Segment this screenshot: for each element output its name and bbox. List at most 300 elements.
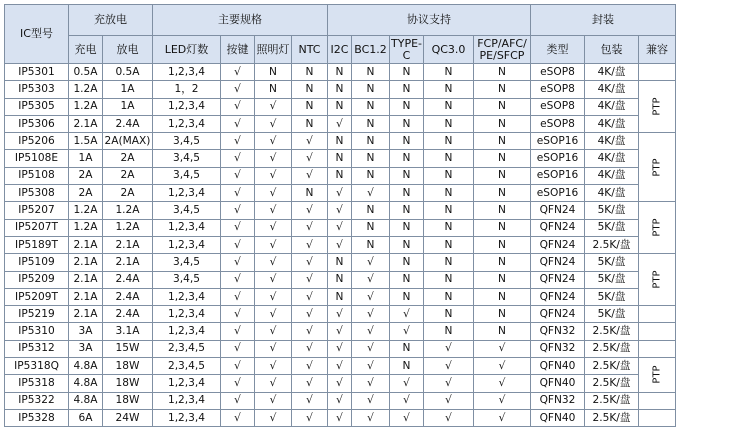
table-cell: √	[390, 375, 424, 392]
table-cell: 2A	[69, 167, 103, 184]
table-cell: 18W	[103, 375, 153, 392]
compat-empty-cell	[639, 409, 676, 426]
table-cell: √	[474, 409, 531, 426]
table-cell: 5K/盘	[585, 254, 639, 271]
ic-model-cell: IP5306	[5, 115, 69, 132]
table-cell: √	[390, 306, 424, 323]
table-cell: √	[328, 236, 352, 253]
table-cell: √	[328, 358, 352, 375]
table-cell: N	[390, 288, 424, 305]
ic-model-cell: IP5209	[5, 271, 69, 288]
table-cell: eSOP8	[531, 98, 585, 115]
table-cell: N	[424, 254, 474, 271]
table-cell: 2.5K/盘	[585, 409, 639, 426]
table-cell: N	[474, 202, 531, 219]
table-cell: √	[221, 81, 255, 98]
table-cell: √	[292, 167, 328, 184]
table-cell: N	[292, 115, 328, 132]
table-cell: 2A(MAX)	[103, 133, 153, 150]
table-cell: √	[255, 392, 292, 409]
table-cell: √	[221, 375, 255, 392]
compat-ptp-cell	[639, 358, 676, 393]
compat-ptp-cell	[639, 202, 676, 254]
ic-model-cell: IP5207	[5, 202, 69, 219]
table-cell: N	[352, 133, 390, 150]
table-cell: N	[474, 81, 531, 98]
ic-model-cell: IP5108	[5, 167, 69, 184]
compat-empty-cell	[639, 323, 676, 340]
table-cell: N	[390, 150, 424, 167]
compat-ptp-label: PTP	[651, 365, 663, 384]
table-cell: √	[221, 236, 255, 253]
header-group-package: 封装	[531, 5, 676, 36]
table-cell: N	[424, 150, 474, 167]
table-cell: 3A	[69, 323, 103, 340]
table-cell: 2,3,4,5	[153, 340, 221, 357]
table-row	[5, 185, 676, 202]
table-cell: 2.4A	[103, 115, 153, 132]
table-row	[5, 115, 676, 132]
table-cell: 1.5A	[69, 133, 103, 150]
table-cell: N	[352, 167, 390, 184]
table-cell: QFN24	[531, 219, 585, 236]
table-cell: 5K/盘	[585, 219, 639, 236]
table-cell: 3A	[69, 340, 103, 357]
table-cell: eSOP8	[531, 64, 585, 81]
table-cell: 3,4,5	[153, 133, 221, 150]
table-cell: 3,4,5	[153, 150, 221, 167]
table-cell: √	[352, 185, 390, 202]
table-cell: N	[352, 98, 390, 115]
table-cell: 1,2,3,4	[153, 115, 221, 132]
table-cell: N	[328, 64, 352, 81]
table-row	[5, 306, 676, 323]
table-cell: √	[255, 271, 292, 288]
table-cell: N	[390, 219, 424, 236]
table-cell: N	[390, 133, 424, 150]
header-light: 照明灯	[255, 36, 292, 64]
table-row	[5, 167, 676, 184]
ic-model-cell: IP5108E	[5, 150, 69, 167]
table-cell: 0.5A	[103, 64, 153, 81]
table-cell: N	[474, 323, 531, 340]
compat-empty-cell	[639, 392, 676, 409]
table-cell: √	[255, 340, 292, 357]
table-cell: √	[292, 306, 328, 323]
table-cell: QFN24	[531, 202, 585, 219]
header-compat: 兼容	[639, 36, 676, 64]
table-cell: eSOP16	[531, 133, 585, 150]
table-cell: 2.1A	[69, 236, 103, 253]
table-cell: 24W	[103, 409, 153, 426]
table-cell: 1,2,3,4	[153, 392, 221, 409]
table-cell: 4K/盘	[585, 98, 639, 115]
table-cell: 4K/盘	[585, 185, 639, 202]
table-cell: √	[352, 271, 390, 288]
header-typec: TYPE- C	[391, 36, 422, 62]
table-row	[5, 340, 676, 357]
ic-model-cell: IP5303	[5, 81, 69, 98]
header-group-main-specs: 主要规格	[153, 5, 328, 36]
table-cell: √	[352, 288, 390, 305]
table-cell: 1,2,3,4	[153, 409, 221, 426]
table-cell: N	[474, 64, 531, 81]
table-cell: N	[474, 115, 531, 132]
table-row	[5, 64, 676, 81]
table-cell: √	[221, 167, 255, 184]
table-cell: √	[255, 375, 292, 392]
table-cell: √	[328, 409, 352, 426]
table-cell: 0.5A	[69, 64, 103, 81]
ic-model-cell: IP5318	[5, 375, 69, 392]
table-cell: eSOP8	[531, 81, 585, 98]
table-cell: √	[292, 202, 328, 219]
table-cell: 1，2	[153, 81, 221, 98]
header-discharge: 放电	[103, 36, 153, 64]
table-cell: 1,2,3,4	[153, 323, 221, 340]
table-cell: √	[352, 409, 390, 426]
table-cell: 2A	[103, 150, 153, 167]
table-cell: eSOP16	[531, 167, 585, 184]
header-qc30: QC3.0	[424, 36, 474, 64]
table-cell: √	[255, 167, 292, 184]
table-cell: 2.1A	[69, 115, 103, 132]
table-cell: N	[424, 202, 474, 219]
table-cell: 2.4A	[103, 271, 153, 288]
table-cell: 1,2,3,4	[153, 98, 221, 115]
table-cell: √	[255, 133, 292, 150]
table-cell: √	[221, 409, 255, 426]
table-cell: √	[221, 150, 255, 167]
table-cell: N	[474, 306, 531, 323]
table-row	[5, 358, 676, 375]
table-cell: √	[292, 375, 328, 392]
ic-model-cell: IP5305	[5, 98, 69, 115]
table-cell: √	[328, 392, 352, 409]
table-cell: N	[424, 219, 474, 236]
table-cell: N	[424, 98, 474, 115]
table-cell: √	[292, 340, 328, 357]
table-cell: 1,2,3,4	[153, 375, 221, 392]
table-cell: QFN32	[531, 323, 585, 340]
table-cell: 1A	[103, 81, 153, 98]
compat-ptp-cell	[639, 81, 676, 133]
table-cell: √	[292, 288, 328, 305]
table-cell: √	[221, 358, 255, 375]
compat-ptp-cell	[639, 133, 676, 202]
ic-model-cell: IP5308	[5, 185, 69, 202]
header-packing: 包装	[585, 36, 639, 64]
table-cell: 3.1A	[103, 323, 153, 340]
table-cell: √	[221, 254, 255, 271]
table-cell: √	[328, 185, 352, 202]
table-cell: QFN32	[531, 340, 585, 357]
table-cell: eSOP16	[531, 185, 585, 202]
table-cell: N	[328, 150, 352, 167]
table-cell: √	[221, 64, 255, 81]
table-cell: √	[221, 185, 255, 202]
header-group-charge-discharge: 充放电	[69, 5, 153, 36]
table-cell: N	[474, 185, 531, 202]
table-cell: √	[292, 219, 328, 236]
table-cell: N	[390, 81, 424, 98]
table-cell: N	[424, 288, 474, 305]
table-cell: N	[390, 358, 424, 375]
table-row	[5, 133, 676, 150]
table-cell: QFN24	[531, 236, 585, 253]
table-cell: N	[474, 133, 531, 150]
table-cell: 2A	[69, 185, 103, 202]
table-cell: √	[328, 202, 352, 219]
table-cell: N	[352, 236, 390, 253]
table-row	[5, 98, 676, 115]
table-cell: √	[255, 202, 292, 219]
table-cell: QFN40	[531, 375, 585, 392]
ic-model-cell: IP5318Q	[5, 358, 69, 375]
table-row	[5, 409, 676, 426]
ic-model-cell: IP5322	[5, 392, 69, 409]
table-cell: √	[424, 375, 474, 392]
table-cell: √	[352, 340, 390, 357]
table-cell: 4K/盘	[585, 167, 639, 184]
compat-ptp-label: PTP	[651, 218, 663, 237]
table-cell: N	[292, 185, 328, 202]
table-cell: N	[424, 115, 474, 132]
ic-model-cell: IP5328	[5, 409, 69, 426]
table-cell: √	[328, 375, 352, 392]
table-cell: √	[255, 409, 292, 426]
table-cell: 4K/盘	[585, 81, 639, 98]
table-cell: N	[424, 323, 474, 340]
compat-ptp-label: PTP	[651, 158, 663, 177]
table-cell: N	[390, 254, 424, 271]
table-cell: N	[255, 81, 292, 98]
table-cell: 2,3,4,5	[153, 358, 221, 375]
table-cell: N	[474, 236, 531, 253]
table-cell: √	[292, 254, 328, 271]
table-cell: N	[390, 236, 424, 253]
ic-model-cell: IP5301	[5, 64, 69, 81]
table-cell: N	[328, 167, 352, 184]
table-cell: √	[292, 150, 328, 167]
table-cell: √	[292, 133, 328, 150]
table-cell: √	[221, 271, 255, 288]
ic-model-cell: IP5207T	[5, 219, 69, 236]
table-cell: N	[328, 133, 352, 150]
header-ic-model: IC型号	[5, 5, 69, 64]
table-cell: 3,4,5	[153, 202, 221, 219]
table-cell: √	[390, 409, 424, 426]
table-cell: √	[352, 358, 390, 375]
header-fcp: FCP/AFC/ PE/SFCP	[474, 36, 531, 64]
table-cell: 1.2A	[103, 202, 153, 219]
table-cell: 1.2A	[69, 202, 103, 219]
table-row	[5, 236, 676, 253]
table-cell: 1,2,3,4	[153, 306, 221, 323]
table-cell: √	[221, 219, 255, 236]
table-row	[5, 81, 676, 98]
table-cell: N	[390, 98, 424, 115]
table-cell: √	[352, 323, 390, 340]
table-cell: 1.2A	[69, 98, 103, 115]
table-cell: √	[292, 271, 328, 288]
table-cell: √	[221, 340, 255, 357]
table-cell: 2.1A	[69, 306, 103, 323]
table-row	[5, 150, 676, 167]
table-cell: N	[474, 150, 531, 167]
table-cell: 4.8A	[69, 392, 103, 409]
table-cell: √	[292, 409, 328, 426]
table-cell: N	[390, 340, 424, 357]
ic-spec-table	[4, 4, 676, 427]
table-cell: 2.5K/盘	[585, 236, 639, 253]
header-i2c: I2C	[328, 36, 352, 64]
table-cell: √	[255, 185, 292, 202]
table-row	[5, 323, 676, 340]
table-cell: N	[424, 306, 474, 323]
table-row	[5, 375, 676, 392]
table-cell: √	[221, 306, 255, 323]
table-cell: 2.5K/盘	[585, 340, 639, 357]
table-cell: √	[352, 392, 390, 409]
table-cell: 4.8A	[69, 375, 103, 392]
table-cell: 18W	[103, 358, 153, 375]
compat-ptp-cell	[639, 254, 676, 306]
table-cell: √	[255, 150, 292, 167]
table-cell: N	[424, 64, 474, 81]
table-cell: √	[221, 115, 255, 132]
compat-ptp-label: PTP	[651, 270, 663, 289]
table-cell: √	[390, 392, 424, 409]
table-cell: 5K/盘	[585, 288, 639, 305]
table-cell: √	[292, 323, 328, 340]
table-cell: 2.1A	[103, 254, 153, 271]
table-cell: √	[352, 375, 390, 392]
table-cell: √	[255, 358, 292, 375]
header-bc12: BC1.2	[352, 36, 390, 64]
table-cell: QFN24	[531, 306, 585, 323]
table-cell: √	[424, 340, 474, 357]
table-cell: 5K/盘	[585, 306, 639, 323]
spec-table-container	[4, 4, 676, 427]
ic-model-cell: IP5189T	[5, 236, 69, 253]
table-cell: N	[328, 254, 352, 271]
header-button: 按键	[221, 36, 255, 64]
table-cell: √	[255, 306, 292, 323]
table-cell: N	[390, 115, 424, 132]
header-charge: 充电	[69, 36, 103, 64]
table-cell: N	[474, 288, 531, 305]
table-cell: N	[424, 167, 474, 184]
table-cell: √	[328, 323, 352, 340]
table-cell: 1.2A	[69, 219, 103, 236]
table-cell: √	[221, 133, 255, 150]
table-cell: 1A	[69, 150, 103, 167]
table-cell: N	[352, 115, 390, 132]
table-cell: √	[474, 392, 531, 409]
table-cell: 2.5K/盘	[585, 323, 639, 340]
header-led: LED灯数	[153, 36, 221, 64]
table-cell: √	[424, 358, 474, 375]
table-cell: 1.2A	[69, 81, 103, 98]
table-cell: √	[255, 115, 292, 132]
table-cell: N	[424, 271, 474, 288]
table-cell: N	[352, 64, 390, 81]
table-cell: N	[352, 150, 390, 167]
table-cell: 15W	[103, 340, 153, 357]
table-cell: N	[390, 185, 424, 202]
table-cell: 2.1A	[69, 288, 103, 305]
table-row	[5, 202, 676, 219]
header-ntc: NTC	[292, 36, 328, 64]
table-cell: N	[424, 236, 474, 253]
table-cell: √	[255, 323, 292, 340]
ic-model-cell: IP5206	[5, 133, 69, 150]
table-cell: √	[255, 288, 292, 305]
table-cell: 2.1A	[69, 271, 103, 288]
header-group-protocol: 协议支持	[328, 5, 531, 36]
table-cell: 2.1A	[69, 254, 103, 271]
table-cell: √	[292, 392, 328, 409]
ic-model-cell: IP5219	[5, 306, 69, 323]
table-cell: √	[474, 358, 531, 375]
table-cell: √	[328, 115, 352, 132]
table-cell: √	[424, 392, 474, 409]
table-cell: N	[390, 271, 424, 288]
table-cell: N	[424, 81, 474, 98]
compat-empty-cell	[639, 306, 676, 323]
table-cell: QFN24	[531, 254, 585, 271]
table-cell: N	[328, 288, 352, 305]
table-cell: N	[292, 81, 328, 98]
table-cell: QFN32	[531, 392, 585, 409]
header-package-type: 类型	[531, 36, 585, 64]
table-cell: 2.4A	[103, 288, 153, 305]
table-cell: √	[424, 409, 474, 426]
table-cell: √	[255, 236, 292, 253]
table-cell: 18W	[103, 392, 153, 409]
table-cell: N	[424, 185, 474, 202]
table-cell: √	[255, 254, 292, 271]
table-cell: N	[352, 219, 390, 236]
table-cell: N	[292, 98, 328, 115]
compat-empty-cell	[639, 340, 676, 357]
table-cell: √	[221, 392, 255, 409]
table-cell: 4K/盘	[585, 150, 639, 167]
table-cell: 1,2,3,4	[153, 64, 221, 81]
table-cell: eSOP16	[531, 150, 585, 167]
table-cell: N	[328, 81, 352, 98]
table-cell: eSOP8	[531, 115, 585, 132]
table-cell: 2.5K/盘	[585, 392, 639, 409]
table-cell: 4K/盘	[585, 64, 639, 81]
table-cell: N	[292, 64, 328, 81]
ic-model-cell: IP5310	[5, 323, 69, 340]
table-cell: N	[474, 254, 531, 271]
ic-model-cell: IP5209T	[5, 288, 69, 305]
table-cell: N	[390, 64, 424, 81]
table-cell: √	[292, 236, 328, 253]
table-cell: 3,4,5	[153, 167, 221, 184]
table-cell: 2.4A	[103, 306, 153, 323]
table-cell: 5K/盘	[585, 271, 639, 288]
table-cell: √	[390, 323, 424, 340]
table-cell: 1,2,3,4	[153, 185, 221, 202]
table-cell: N	[424, 133, 474, 150]
table-cell: √	[292, 358, 328, 375]
table-cell: √	[328, 219, 352, 236]
table-cell: 4K/盘	[585, 115, 639, 132]
